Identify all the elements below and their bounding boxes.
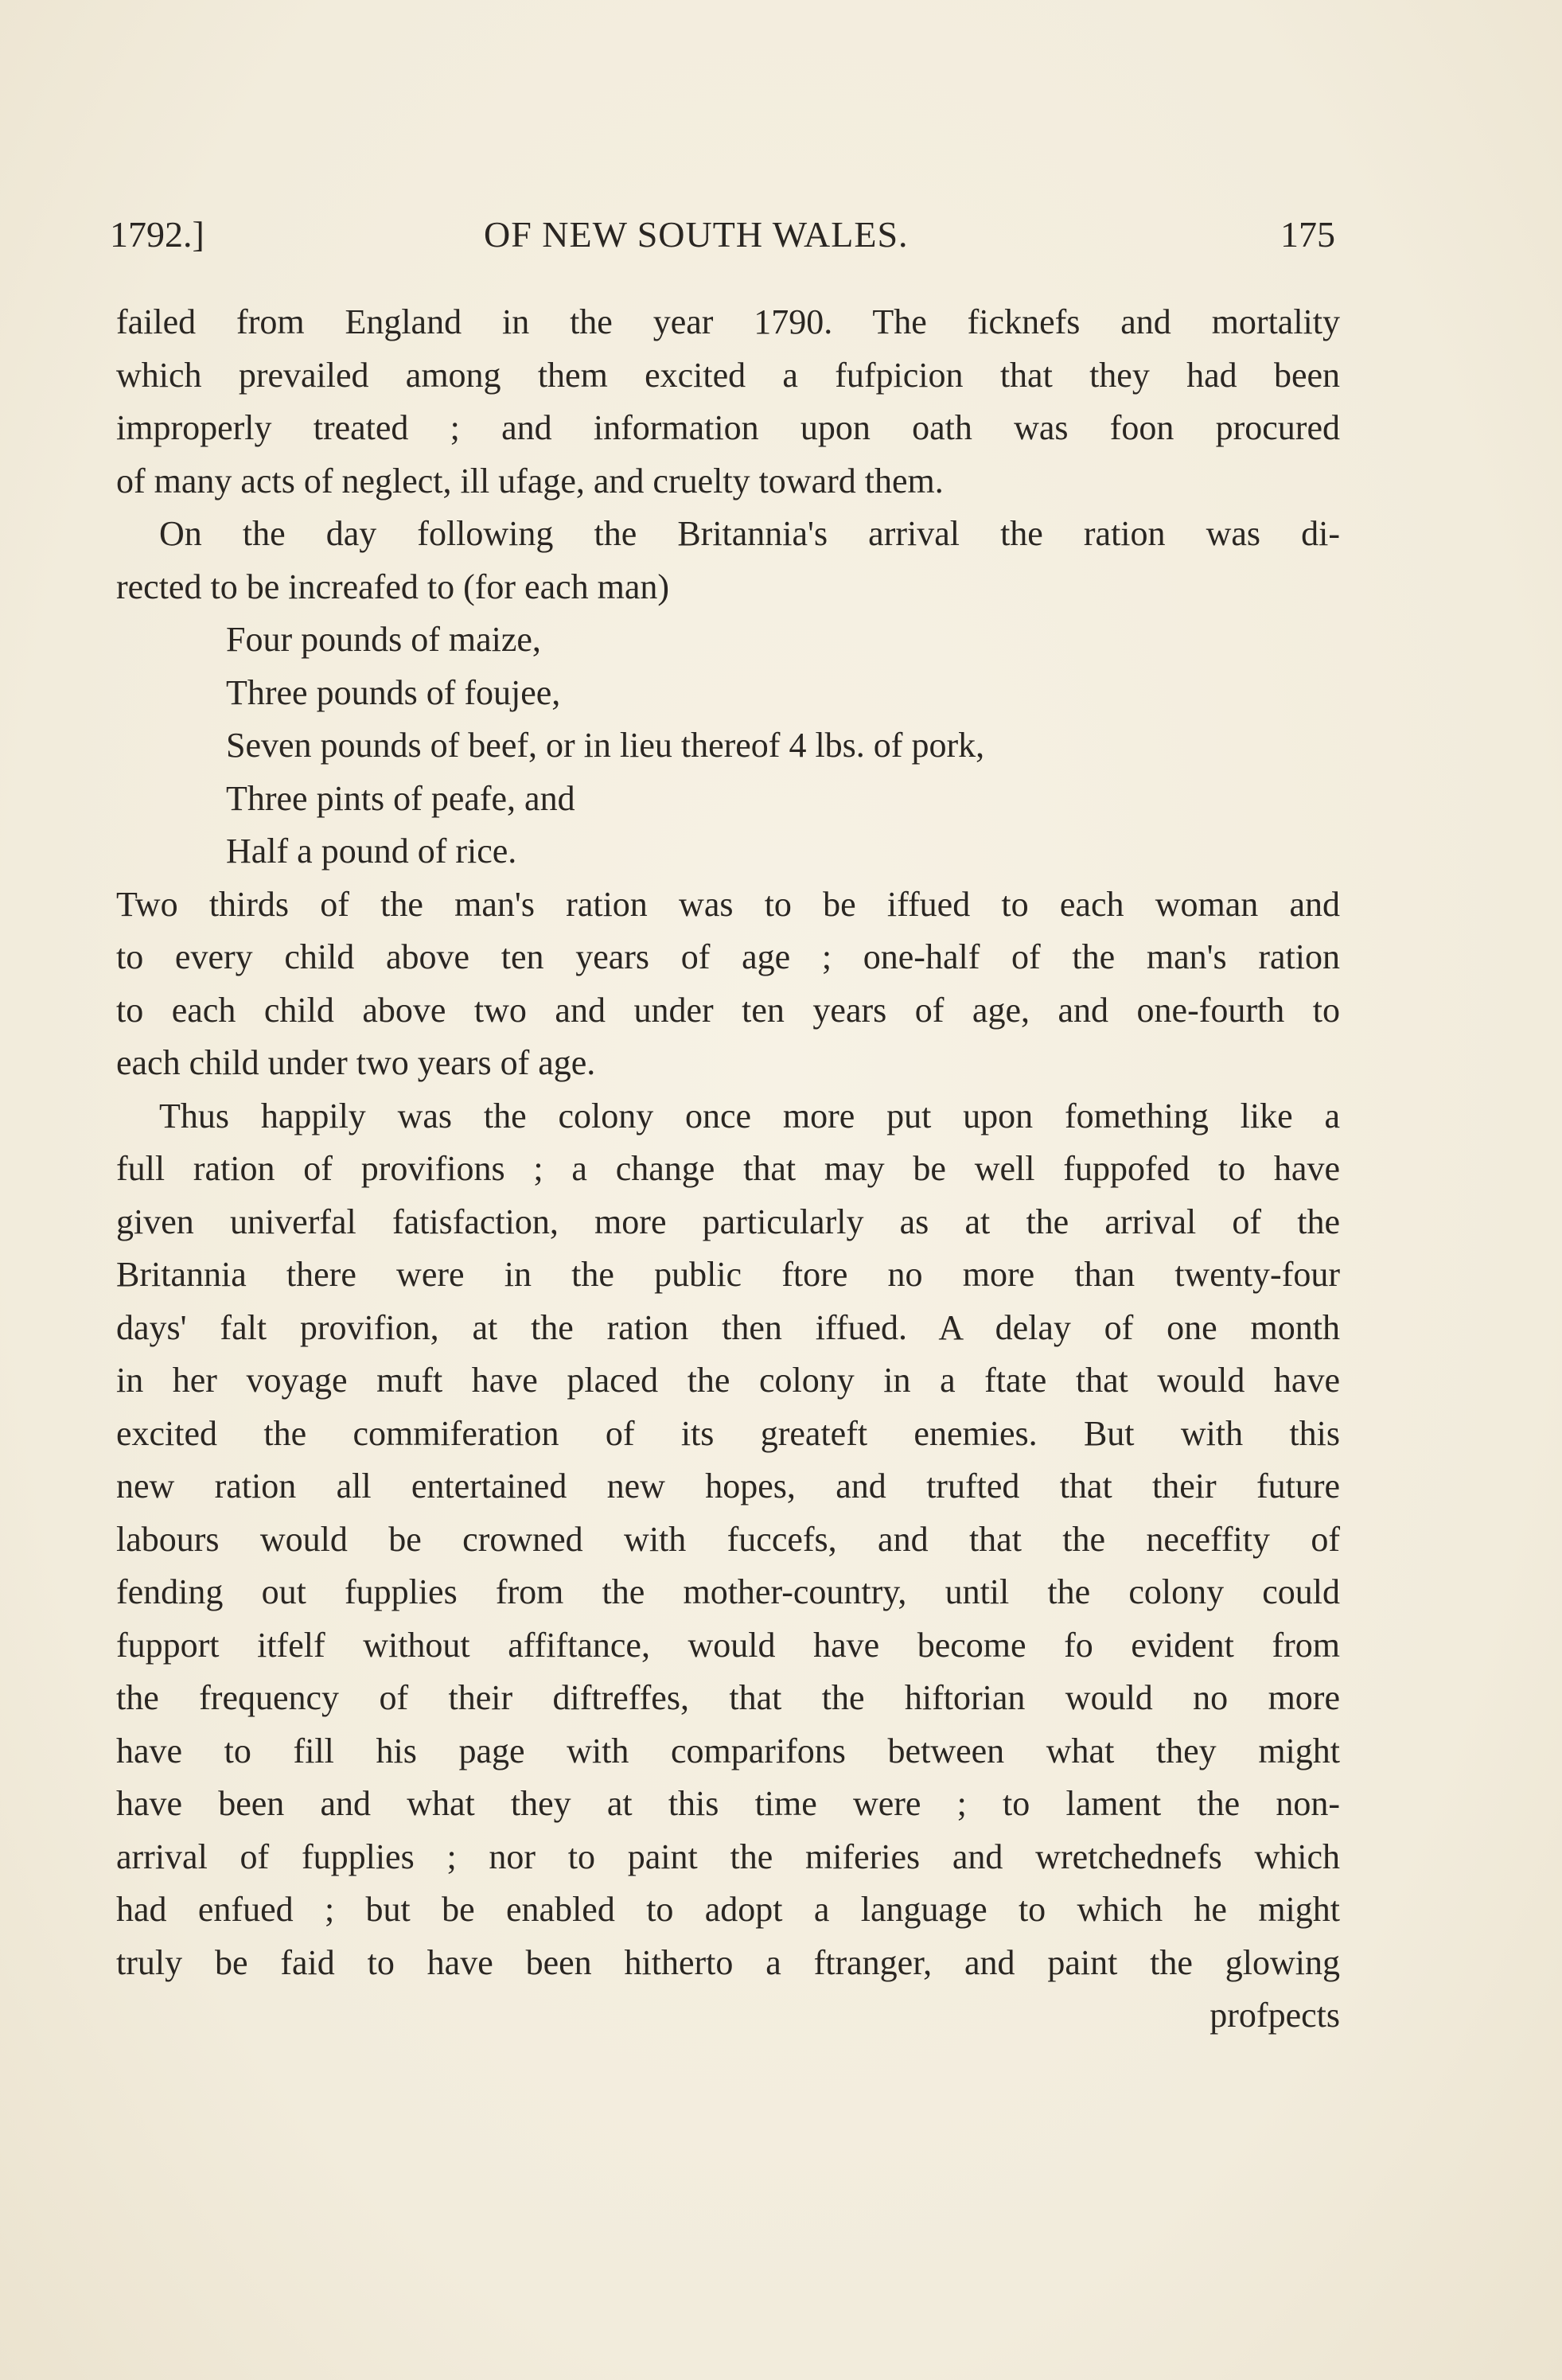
text-line: fending out fupplies from the mother-country, until the colony could: [116, 1572, 1340, 1611]
text-line: the frequency of their diftreffes, that the hiftorian would no more: [116, 1678, 1340, 1717]
text-line: rected to be increafed to (for each man): [116, 567, 670, 606]
header-title: OF NEW SOUTH WALES.: [484, 214, 909, 255]
text-line: labours would be crowned with fuccefs, and that the neceffity of: [116, 1519, 1340, 1559]
text-line: have been and what they at this time were ; to lament the non-: [116, 1784, 1340, 1823]
running-header: [110, 213, 1335, 261]
text-line: fupport itfelf without affiftance, would have become fo evident from: [116, 1625, 1340, 1665]
text-line: On the day following the Britannia's arrival the ration was di-: [159, 514, 1340, 553]
text-line: given univerfal fatisfaction, more particularly as at the arrival of the: [116, 1202, 1340, 1241]
text-line: days' falt provifion, at the ration then iffued. A delay of one month: [116, 1307, 1340, 1347]
text-line: full ration of provifions ; a change that may be well fuppofed to have: [116, 1149, 1340, 1188]
text-line: which prevailed among them excited a fufpicion that they had been: [116, 355, 1340, 395]
text-line: Two thirds of the man's ration was to be iffued to each woman and: [116, 884, 1340, 924]
text-line: to each child above two and under ten years of age, and one-fourth to: [116, 990, 1340, 1030]
text-line: new ration all entertained new hopes, and trufted that their future: [116, 1467, 1340, 1506]
ration-list-item: Three pounds of foujee,: [226, 672, 561, 712]
page-number: 175: [1280, 214, 1335, 255]
text-line: truly be faid to have been hitherto a ftranger, and paint the glowing: [116, 1942, 1340, 1982]
text-line: have to fill his page with comparifons between what they might: [116, 1731, 1340, 1770]
catchword: profpects: [1209, 1996, 1340, 2035]
text-line: arrival of fupplies ; nor to paint the miferies and wretchednefs which: [116, 1837, 1340, 1876]
header-year: 1792.]: [110, 214, 205, 255]
text-line: of many acts of neglect, ill ufage, and cruelty toward them.: [116, 461, 944, 501]
ration-list-item: Half a pound of rice.: [226, 832, 517, 871]
text-line: had enfued ; but be enabled to adopt a language to which he might: [116, 1890, 1340, 1929]
text-line: failed from England in the year 1790. The ficknefs and mortality: [116, 302, 1340, 341]
text-line: improperly treated ; and information upon oath was foon procured: [116, 408, 1340, 447]
text-line: to every child above ten years of age ; one-half of the man's ration: [116, 937, 1340, 976]
text-line: in her voyage muft have placed the colony in a ftate that would have: [116, 1361, 1340, 1400]
text-line: excited the commiferation of its greateft enemies. But with this: [116, 1413, 1340, 1453]
ration-list-item: Seven pounds of beef, or in lieu thereof 4 lbs. of pork,: [226, 726, 985, 765]
text-line: each child under two years of age.: [116, 1043, 596, 1082]
ration-list-item: Three pints of peafe, and: [226, 778, 575, 818]
page-body: [116, 296, 1340, 2043]
text-line: Thus happily was the colony once more put upon fomething like a: [159, 1096, 1340, 1135]
text-line: Britannia there were in the public ftore no more than twenty-four: [116, 1255, 1340, 1294]
ration-list-item: Four pounds of maize,: [226, 620, 541, 659]
